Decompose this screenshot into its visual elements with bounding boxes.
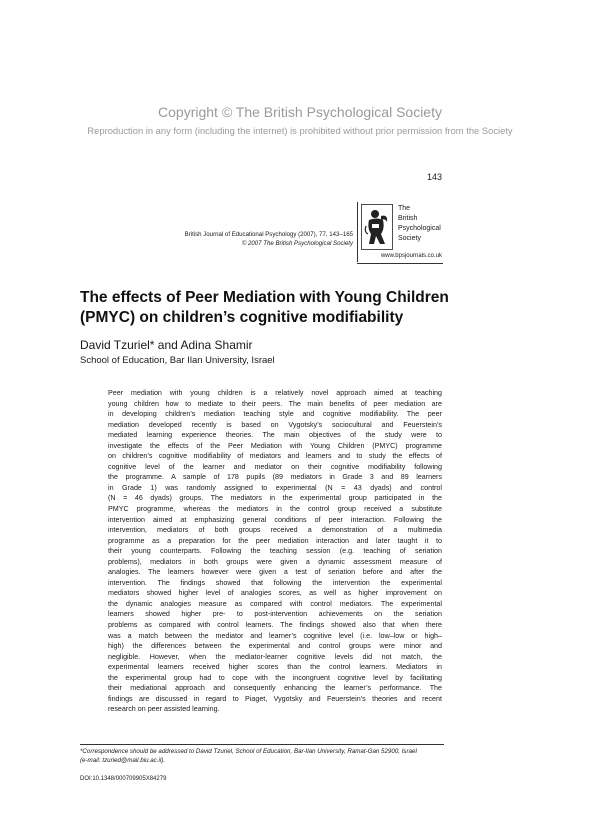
- abstract-line: problems as compared with control learners. The findings showed also that when there: [108, 621, 442, 630]
- abstract-line: in developing children’s mediation teaching style and cognitive modifiability. The peer: [108, 410, 442, 419]
- abstract-line: young children how to mediate to their peers. The main benefits of peer mediation are: [108, 399, 442, 408]
- abstract-line: mediated learning experience theories. The main objectives of the study were to: [108, 431, 442, 440]
- abstract-line: programme as a preparation for the peer mediation interaction and later taught it to: [108, 536, 442, 545]
- abstract-line: on children’s cognitive modifiability of mediators and learners and to study the effects of: [108, 452, 442, 461]
- abstract-line: their mediational approach and consequently enhancing the learner’s performance. The: [108, 684, 442, 693]
- page-number: 143: [426, 172, 442, 182]
- article-title-line: (PMYC) on children’s cognitive modifiability: [80, 309, 404, 326]
- article-title-line: The effects of Peer Mediation with Young Children: [80, 289, 449, 306]
- abstract-line: was a match between the mediator and learner’s cognitive level (i.e. low–low or high–: [108, 631, 442, 640]
- abstract-line: learners showed higher pre- to post-intervention achievements on the seriation: [108, 610, 442, 619]
- header-divider-horizontal: [357, 263, 443, 264]
- footnote-divider: [80, 744, 444, 745]
- abstract-line: intervention, mediators of both groups received a demonstration of a multimedia: [108, 526, 442, 535]
- abstract-line: intervention aimed at emphasizing general conditions of peer interaction. Following the: [108, 515, 442, 524]
- abstract-line: analogies. The learners however were given a test of seriation before and after the: [108, 568, 442, 577]
- journal-citation-line: British Journal of Educational Psychology (2007), 77, 143–165: [184, 231, 353, 238]
- copyright-watermark: Copyright © The British Psychological Society: [158, 104, 442, 120]
- abstract-line: investigate the effects of the Peer Mediation with Young Children (PMYC) programme: [108, 441, 442, 450]
- reproduction-notice: Reproduction in any form (including the internet) is prohibited without prior permission from the Society: [87, 125, 513, 136]
- abstract-line: experimental learners received higher scores than the control learners. Mediators in: [108, 663, 442, 672]
- header-divider-vertical: [357, 202, 358, 262]
- journal-copyright-line: © 2007 The British Psychological Society: [241, 240, 353, 247]
- abstract-line: findings are discussed in regard to Piaget, Vygotsky and Feuerstein’s theories and recent: [108, 694, 442, 703]
- society-line: British: [398, 215, 418, 222]
- abstract: [108, 388, 442, 715]
- abstract-line: high) the differences between the experimental and control groups were minor and: [108, 642, 442, 651]
- society-line: Society: [398, 235, 421, 242]
- abstract-line: Peer mediation with young children is a relatively novel approach aimed at teaching: [108, 389, 442, 397]
- abstract-line: cognitive level of the learner and mediator on their cognitive modifiability following: [108, 462, 442, 471]
- footnote-correspondence: *Correspondence should be addressed to David Tzuriel, School of Education, Bar-Ilan University, Ramat-Gan 52900, Israel: [80, 748, 417, 755]
- abstract-line: mediators showed higher level of analogies scores, as well as higher improvement on: [108, 589, 442, 598]
- article-title: [80, 288, 480, 328]
- footnote-email: (e-mail: tzuried@mail.biu.ac.il).: [80, 757, 166, 764]
- abstract-line: their young counterparts. Following the teaching session (e.g. teaching of seriation: [108, 547, 442, 556]
- society-line: Psychological: [398, 225, 441, 232]
- society-line: The: [398, 205, 411, 212]
- abstract-line: intervention. The findings showed that following the intervention the experimental: [108, 578, 442, 587]
- abstract-line: PMYC programme, whereas the mediators in the control group received a substitute: [108, 505, 442, 514]
- abstract-line: mediation developed recently is based on Vygotsky’s sociocultural and Feuerstein’s: [108, 420, 442, 429]
- abstract-line: (N = 46 dyads) groups. The mediators in the experimental group participated in the: [108, 494, 442, 503]
- abstract-line: in Grade 1) was randomly assigned to experimental (N = 43 dyads) and control: [108, 483, 442, 492]
- doi: DOI:10.1348/000709905X84279: [80, 776, 167, 782]
- abstract-line: negligible. However, when the mediator-learner cognitive levels did not match, the: [108, 652, 442, 661]
- article-authors: David Tzuriel* and Adina Shamir: [80, 338, 253, 352]
- abstract-line: the experimental group had to cope with the incongruent cognitive level by facilitating: [108, 673, 442, 682]
- society-name: [398, 204, 441, 244]
- correspondence-footnote: [80, 747, 444, 765]
- abstract-line: the dynamic analogies measure as compared with control mediators. The experimental: [108, 599, 442, 608]
- bps-logo-icon: [361, 204, 393, 250]
- abstract-line: problems), mediators in both groups were given a dynamic assessment measure of: [108, 557, 442, 566]
- abstract-line: research on peer assisted learning.: [108, 705, 220, 714]
- journal-website-link[interactable]: www.bpsjournals.co.uk: [380, 253, 442, 259]
- author-affiliation: School of Education, Bar Ilan University, Israel: [80, 355, 275, 366]
- abstract-line: the programme. A sample of 178 pupils (89 mediators in Grade 3 and 89 learners: [108, 473, 442, 482]
- journal-citation: [140, 230, 353, 248]
